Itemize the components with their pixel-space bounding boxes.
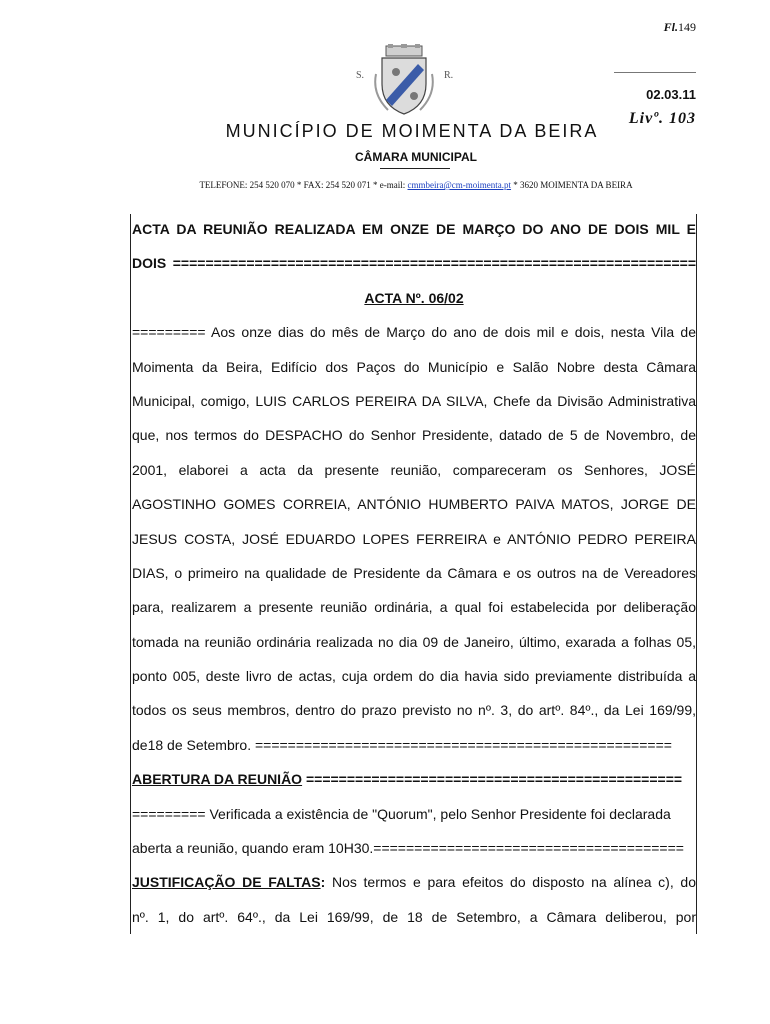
minutes-number-line (132, 285, 696, 319)
body-line: JESUS COSTA, JOSÉ EDUARDO LOPES FERREIRA e ANTÓNIO PEDRO PEREIRA (132, 530, 696, 547)
minutes-number: ACTA Nº. 06/02 (364, 289, 464, 306)
document-date: 02.03.11 (646, 87, 696, 102)
email-link[interactable]: cmmbeira@cm-moimenta.pt (407, 180, 512, 190)
heading-colon: : (320, 874, 326, 891)
folio-prefix: Fl. (663, 20, 678, 34)
body-line: nº. 1, do artº. 64º., da Lei 169/99, de 18 de Setembro, a Câmara deliberou, por (132, 908, 696, 925)
crest-right-letter: R. (444, 70, 454, 81)
contact-line (0, 180, 770, 190)
minutes-body (132, 216, 696, 938)
body-line: Moimenta da Beira, Edifício dos Paços do Município e Salão Nobre desta Câmara (132, 358, 696, 375)
body-line: de18 de Setembro. =================================================== (132, 736, 672, 753)
body-line: ========= Aos onze dias do mês de Março do ano de dois mil e dois, nesta Vila de (132, 324, 696, 341)
crest-left-letter: S. (356, 70, 365, 81)
body-line: todos os seus membros, dentro do prazo previsto no nº. 3, do artº. 84º., da Lei 169/99, (132, 702, 696, 719)
book-number: Livº. 103 (628, 110, 696, 127)
body-line: AGOSTINHO GOMES CORREIA, ANTÓNIO HUMBERTO PAIVA MATOS, JORGE DE (132, 496, 696, 513)
absences-heading: JUSTIFICAÇÃO DE FALTAS (132, 874, 321, 891)
body-line: DIAS, o primeiro na qualidade de Presidente da Câmara e os outros na de Vereadores (132, 564, 696, 581)
body-line: para, realizarem a presente reunião ordinária, a qual foi estabelecida por deliberação (132, 599, 696, 616)
folio-divider (614, 72, 696, 73)
body-line: Municipal, comigo, LUIS CARLOS PEREIRA DA SILVA, Chefe da Divisão Administrativa (132, 392, 696, 409)
right-margin-rule (696, 214, 697, 934)
body-line: aberta a reunião, quando eram 10H30.====================================== (132, 840, 684, 857)
folio-value: 149 (678, 20, 696, 34)
body-line: ========= Verificada a existência de "Quorum", pelo Senhor Presidente foi declarada (132, 805, 671, 822)
subtitle-underline (380, 168, 450, 169)
opening-heading: ABERTURA DA REUNIÃO (132, 771, 303, 788)
council-subtitle: CÂMARA MUNICIPAL (355, 150, 477, 164)
minutes-title-line-2: DOIS ================================================================ (132, 255, 696, 272)
left-margin-rule (130, 214, 131, 934)
body-line: tomada na reunião ordinária realizada no dia 09 de Janeiro, último, exarada a folhas 05, (132, 633, 696, 650)
contact-address: * 3620 MOIMENTA DA BEIRA (511, 180, 633, 190)
municipality-title: MUNICÍPIO DE MOIMENTA DA BEIRA (225, 121, 599, 141)
body-line: que, nos termos do DESPACHO do Senhor Presidente, datado de 5 de Novembro, de (132, 427, 696, 444)
municipal-crest (372, 44, 436, 116)
absences-text: Nos termos e para efeitos do disposto na alínea c), do (325, 874, 696, 891)
body-line: ponto 005, deste livro de actas, cuja ordem do dia havia sido previamente distribuída a (132, 668, 696, 685)
folio-number (664, 20, 696, 35)
heading-separator: ============================================== (302, 771, 683, 788)
section-heading-line (132, 766, 696, 800)
body-line: 2001, elaborei a acta da presente reunião, compareceram os Senhores, JOSÉ (132, 461, 696, 478)
minutes-title-line-1: ACTA DA REUNIÃO REALIZADA EM ONZE DE MARÇO DO ANO DE DOIS MIL E (132, 221, 696, 237)
section-heading-line (132, 869, 696, 903)
contact-phone-fax: TELEFONE: 254 520 070 * FAX: 254 520 071 * e-mail: (199, 180, 408, 190)
